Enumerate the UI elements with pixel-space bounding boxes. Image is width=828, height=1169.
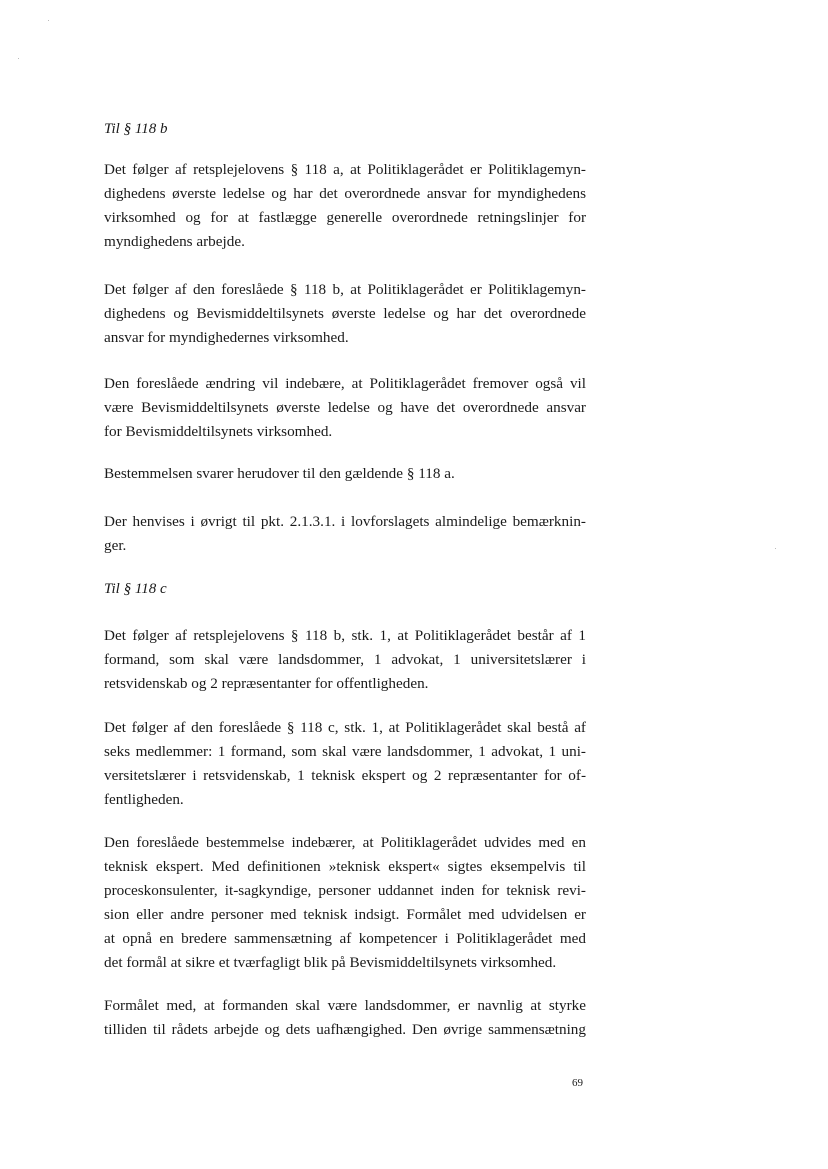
text-line: versitetslærer i retsvidenskab, 1 teknisk ekspert og 2 repræsentanter for of- (104, 767, 586, 784)
section-heading-118b: Til § 118 b (104, 121, 168, 137)
text-line: Det følger af retsplejelovens § 118 b, stk. 1, at Politiklagerådet består af 1 (104, 627, 586, 644)
text-line: proceskonsulenter, it-sagkyndige, personer uddannet inden for teknisk revi- (104, 882, 586, 899)
text-line: for Bevismiddeltilsynets virksomhed. (104, 423, 333, 440)
paragraph (104, 510, 586, 558)
paragraph (104, 831, 586, 975)
paragraph (104, 278, 586, 350)
text-line: retsvidenskab og 2 repræsentanter for offentligheden. (104, 675, 429, 692)
text-line: teknisk ekspert. Med definitionen »teknisk ekspert« sigtes eksempelvis til (104, 858, 586, 875)
text-line: sion eller andre personer med teknisk indsigt. Formålet med udvidelsen er (104, 906, 586, 923)
text-line: Formålet med, at formanden skal være landsdommer, er navnlig at styrke (104, 997, 586, 1014)
paragraph (104, 716, 586, 812)
text-line: Den foreslåede bestemmelse indebærer, at Politiklagerådet udvides med en (104, 834, 586, 851)
text-line: Det følger af den foreslåede § 118 b, at Politiklagerådet er Politiklagemyn- (104, 281, 586, 298)
text-line: Bestemmelsen svarer herudover til den gældende § 118 a. (104, 465, 455, 482)
paragraph (104, 372, 586, 444)
paragraph (104, 158, 586, 254)
text-line: at opnå en bredere sammensætning af kompetencer i Politiklagerådet med (104, 930, 586, 947)
text-line: Det følger af retsplejelovens § 118 a, at Politiklagerådet er Politiklagemyn- (104, 161, 586, 178)
text-line: myndighedens arbejde. (104, 233, 245, 250)
text-line: virksomhed og for at fastlægge generelle overordnede retningslinjer for (104, 209, 586, 226)
text-line: formand, som skal være landsdommer, 1 advokat, 1 universitetslærer i (104, 651, 586, 668)
text-line: Der henvises i øvrigt til pkt. 2.1.3.1. i lovforslagets almindelige bemærknin- (104, 513, 586, 530)
section-heading-118c: Til § 118 c (104, 581, 167, 597)
text-line: dighedens øverste ledelse og har det overordnede ansvar for myndighedens (104, 185, 586, 202)
text-line: dighedens og Bevismiddeltilsynets øverste ledelse og har det overordnede (104, 305, 586, 322)
page-number: 69 (572, 1077, 583, 1089)
scan-speck (18, 58, 19, 59)
text-line: seks medlemmer: 1 formand, som skal være landsdommer, 1 advokat, 1 uni- (104, 743, 586, 760)
text-line: ansvar for myndighedernes virksomhed. (104, 329, 349, 346)
scan-speck (775, 548, 776, 549)
text-line: Den foreslåede ændring vil indebære, at Politiklagerådet fremover også vil (104, 375, 586, 392)
text-line: fentligheden. (104, 791, 184, 808)
text-line: ger. (104, 537, 127, 554)
text-line: Det følger af den foreslåede § 118 c, stk. 1, at Politiklagerådet skal bestå af (104, 719, 586, 736)
text-line: det formål at sikre et tværfagligt blik på Bevismiddeltilsynets virksomhed. (104, 954, 557, 971)
scan-speck (48, 20, 49, 21)
paragraph (104, 624, 586, 696)
paragraph (104, 462, 586, 486)
text-line: være Bevismiddeltilsynets øverste ledelse og have det overordnede ansvar (104, 399, 586, 416)
text-line: tilliden til rådets arbejde og dets uafhængighed. Den øvrige sammensætning (104, 1021, 586, 1038)
paragraph (104, 994, 586, 1042)
